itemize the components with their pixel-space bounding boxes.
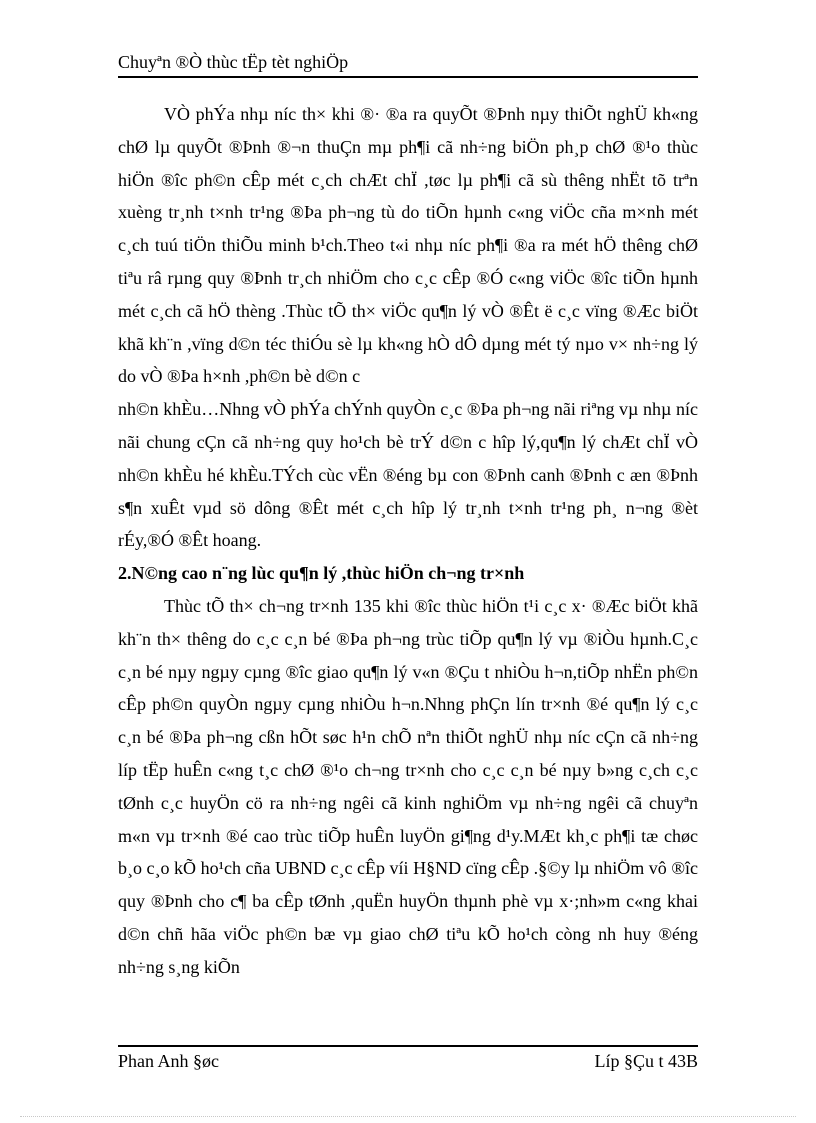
footer-divider [118, 1045, 698, 1047]
footer-author: Phan Anh §øc [118, 1051, 219, 1071]
document-body [118, 98, 698, 984]
footer-class: Líp §Çu t 43B [594, 1051, 698, 1071]
paragraph-3: Thùc tÕ th× ch¬ng tr×nh 135 khi ®îc thùc hiÖn t¹i c¸c x· ®Æc biÖt khã kh¨n th× thêng do c¸c c¸n bé ®Þa ph¬ng trùc tiÕp qu¶n lý vµ ®iÒu hµnh.C¸c c¸n bé nµy ngµy cµng ®îc giao qu¶n lý v«n ®Çu t nhiÒu h¬n,tiÕp nhËn ph©n cÊp ph©n quyÒn ngµy cµng nhiÒu h¬n.Nhng phÇn lín tr×nh ®é qu¶n lý c¸c c¸n bé ®Þa ph¬ng cßn hÕt søc h¹n chÕ nªn thiÕt nghÜ nhµ níc cÇn cã nh÷ng líp tËp huÊn c«ng t¸c chØ ®¹o ch¬ng tr×nh cho c¸c c¸n bé nµy b»ng c¸ch c¸c tØnh c¸c huyÖn cö ra nh÷ng ngêi cã kinh nghiÖm vµ nh÷ng ngêi cã chuyªn m«n vµ tr×nh ®é cao trùc tiÕp huÊn luyÖn gi¶ng d¹y.MÆt kh¸c ph¶i tæ chøc b¸o c¸o kÕ ho¹ch cña UBND c¸c cÊp víi H§ND cïng cÊp .§©y lµ nhiÖm vô ®îc quy ®Þnh cho c¶ ba cÊp tØnh ,quËn huyÖn thµnh phè vµ x·;nh»m c«ng khai d©n chñ hãa viÖc ph©n bæ vµ giao chØ tiªu kÕ ho¹ch còng nh huy ®éng nh÷ng s¸ng kiÕn [118, 595, 698, 977]
section-heading: 2.N©ng cao n¨ng lùc qu¶n lý ,thùc hiÖn ch¬ng tr×nh [118, 563, 525, 584]
paragraph-1: VÒ phÝa nhµ níc th× khi ®· ®a ra quyÕt ®Þnh nµy thiÕt nghÜ kh«ng chØ lµ quyÕt ®Þnh ®¬n thuÇn mµ ph¶i cã nh÷ng biÖn ph¸p chØ ®¹o thùc hiÖn ®îc ph©n cÊp mét c¸ch chÆt chÏ ,tøc lµ ph¶i cã sù thêng nhËt tõ trªn xuèng tr¸nh t×nh tr¹ng ®Þa ph¬ng tù do tiÕn hµnh c«ng viÖc cña m×nh mét c¸ch tuú tiÖn thiÕu minh b¹ch.Theo t«i nhµ níc ph¶i ®a ra mét hÖ thêng chØ tiªu râ rµng quy ®Þnh tr¸ch nhiÖm cho c¸c cÊp ®Ó c«ng viÖc ®îc tiÕn hµnh mét c¸ch cã hÖ thèng .Thùc tÕ th× viÖc qu¶n lý vÒ ®Êt ë c¸c vïng ®Æc biÖt khã kh¨n ,vïng d©n téc thiÓu sè lµ kh«ng hÒ dÔ dµng mét tý nµo v× nh÷ng lý do vÒ ®Þa h×nh ,ph©n bè d©n c [118, 104, 698, 387]
page-bottom-edge [20, 1116, 796, 1117]
page-footer [118, 1049, 698, 1073]
page-header-title: Chuyªn ®Ò thùc tËp tèt nghiÖp [118, 52, 349, 72]
paragraph-2: nh©n khÈu…Nhng vÒ phÝa chÝnh quyÒn c¸c ®Þa ph¬ng nãi riªng vµ nhµ níc nãi chung cÇn cã nh÷ng quy ho¹ch bè trÝ d©n c hîp lý,qu¶n lý chÆt chÏ vÒ nh©n khÈu hé khÈu.TÝch cùc vËn ®éng bµ con ®Þnh canh ®Þnh c æn ®Þnh s¶n xuÊt vµd sö dông ®Êt mét c¸ch hîp lý tr¸nh t×nh tr¹ng ph¸ n¬ng ®èt rÉy,®Ó ®Êt hoang. [118, 399, 698, 551]
header-divider [118, 76, 698, 78]
